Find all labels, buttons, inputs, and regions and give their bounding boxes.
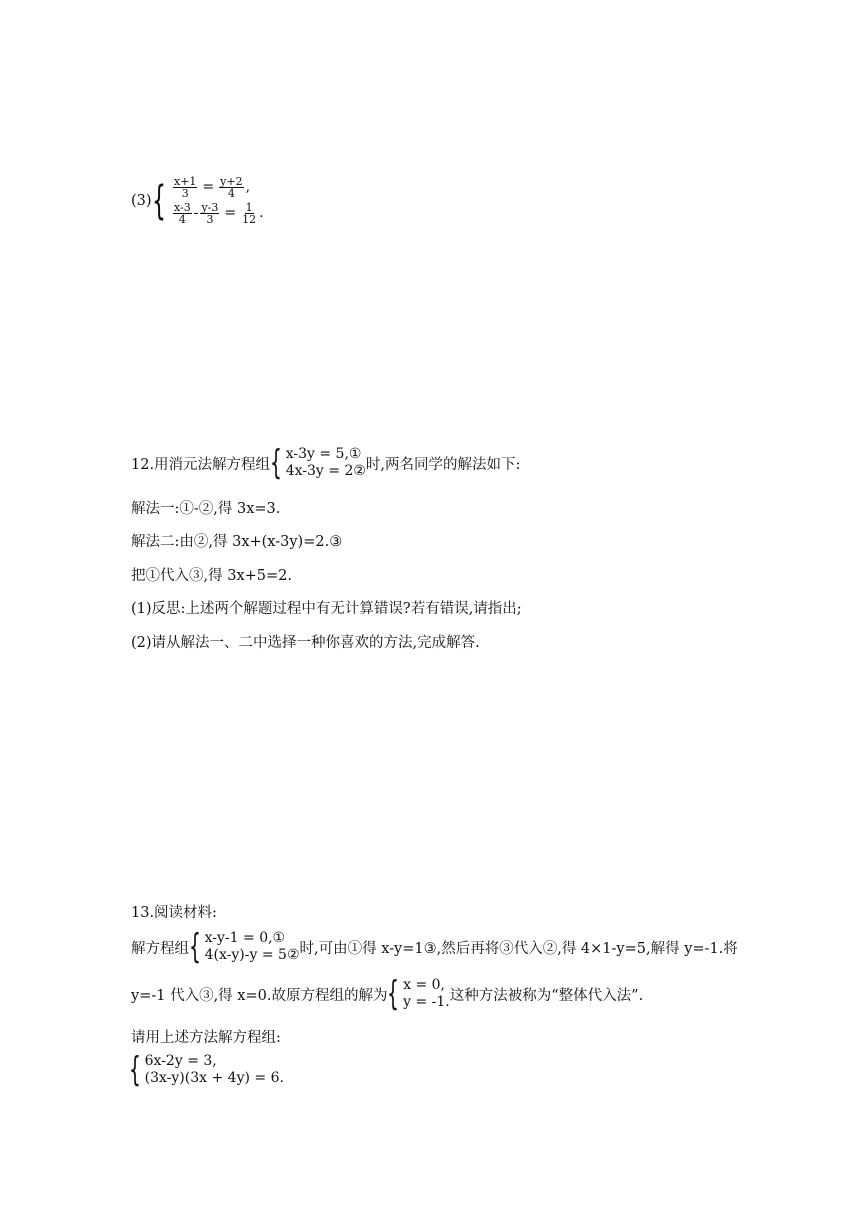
q12-stem (131, 443, 521, 483)
q12-method2: 解法二:由②,得 3x+(x-3y)=2.③ (131, 534, 343, 550)
q13-line2 (131, 974, 644, 1014)
q12-system (286, 446, 366, 480)
system-brace: { (270, 443, 282, 483)
denominator: 4 (178, 213, 186, 226)
minus-sign: - (193, 205, 199, 221)
fraction (219, 176, 243, 199)
q11-eq1 (171, 176, 264, 199)
system-brace: { (387, 974, 400, 1014)
q13-line2-prefix: y=-1 代入③,得 x=0.故原方程组的解为 (131, 987, 388, 1004)
q11-part3 (131, 176, 264, 225)
q12-suffix: 时,两名同学的解法如下: (365, 456, 521, 473)
q11-part3-system (171, 176, 264, 225)
denominator: 4 (227, 187, 235, 200)
denominator: 3 (206, 213, 214, 226)
q13-exercise-eq1: 6x-2y = 3, (144, 1053, 217, 1069)
denominator: 12 (242, 213, 257, 226)
q13-solution (403, 977, 450, 1011)
numerator: y-3 (201, 201, 219, 214)
q13-exercise (129, 1050, 284, 1090)
q12-eq1: x-3y = 5,① (285, 446, 362, 462)
q11-eq2 (171, 202, 264, 225)
punct: , (245, 179, 251, 195)
q12-part1: (1)反思:上述两个解题过程中有无计算错误?若有错误,请指出; (131, 601, 522, 617)
q12-part2: (2)请从解法一、二中选择一种你喜欢的方法,完成解答. (131, 635, 480, 651)
q13-eq2: 4(x-y)-y = 5② (204, 947, 300, 963)
system-brace: { (189, 927, 201, 967)
q13-explanation: 时,可由①得 x-y=1③,然后再将③代入②,得 4×1-y=5,解得 y=-1.将 (299, 940, 738, 957)
q12-method1: 解法一:①-②,得 3x=3. (131, 501, 281, 517)
q13-sol1: x = 0, (403, 977, 445, 993)
q13-line1 (131, 927, 738, 967)
q12-substitution: 把①代入③,得 3x+5=2. (131, 568, 292, 584)
equals-sign: = (202, 179, 215, 195)
q12-prefix: 12.用消元法解方程组 (131, 456, 271, 473)
q13-instruction: 请用上述方法解方程组: (131, 1030, 281, 1046)
q11-part3-label: (3) (131, 192, 152, 209)
fraction (241, 202, 257, 225)
q13-title: 13.阅读材料: (131, 905, 217, 921)
q13-sol2: y = -1. (403, 994, 450, 1010)
numerator: y+2 (220, 175, 243, 188)
q13-system (205, 930, 300, 964)
q13-line2-suffix: 这种方法被称为“整体代入法”. (449, 987, 644, 1004)
system-brace: { (129, 1050, 141, 1090)
numerator: 1 (245, 201, 253, 214)
q13-exercise-system (145, 1053, 284, 1087)
q13-exercise-eq2: (3x-y)(3x + 4y) = 6. (144, 1070, 284, 1086)
equals-sign: = (224, 205, 237, 221)
numerator: x-3 (174, 201, 191, 214)
fraction (173, 176, 197, 199)
q13-prefix: 解方程组 (131, 940, 189, 957)
numerator: x+1 (174, 175, 197, 188)
q13-eq1: x-y-1 = 0,① (204, 930, 286, 946)
punct: . (259, 205, 264, 221)
system-brace: { (151, 177, 166, 224)
fraction (173, 202, 192, 225)
denominator: 3 (181, 187, 189, 200)
fraction (200, 202, 219, 225)
q12-eq2: 4x-3y = 2② (285, 463, 366, 479)
